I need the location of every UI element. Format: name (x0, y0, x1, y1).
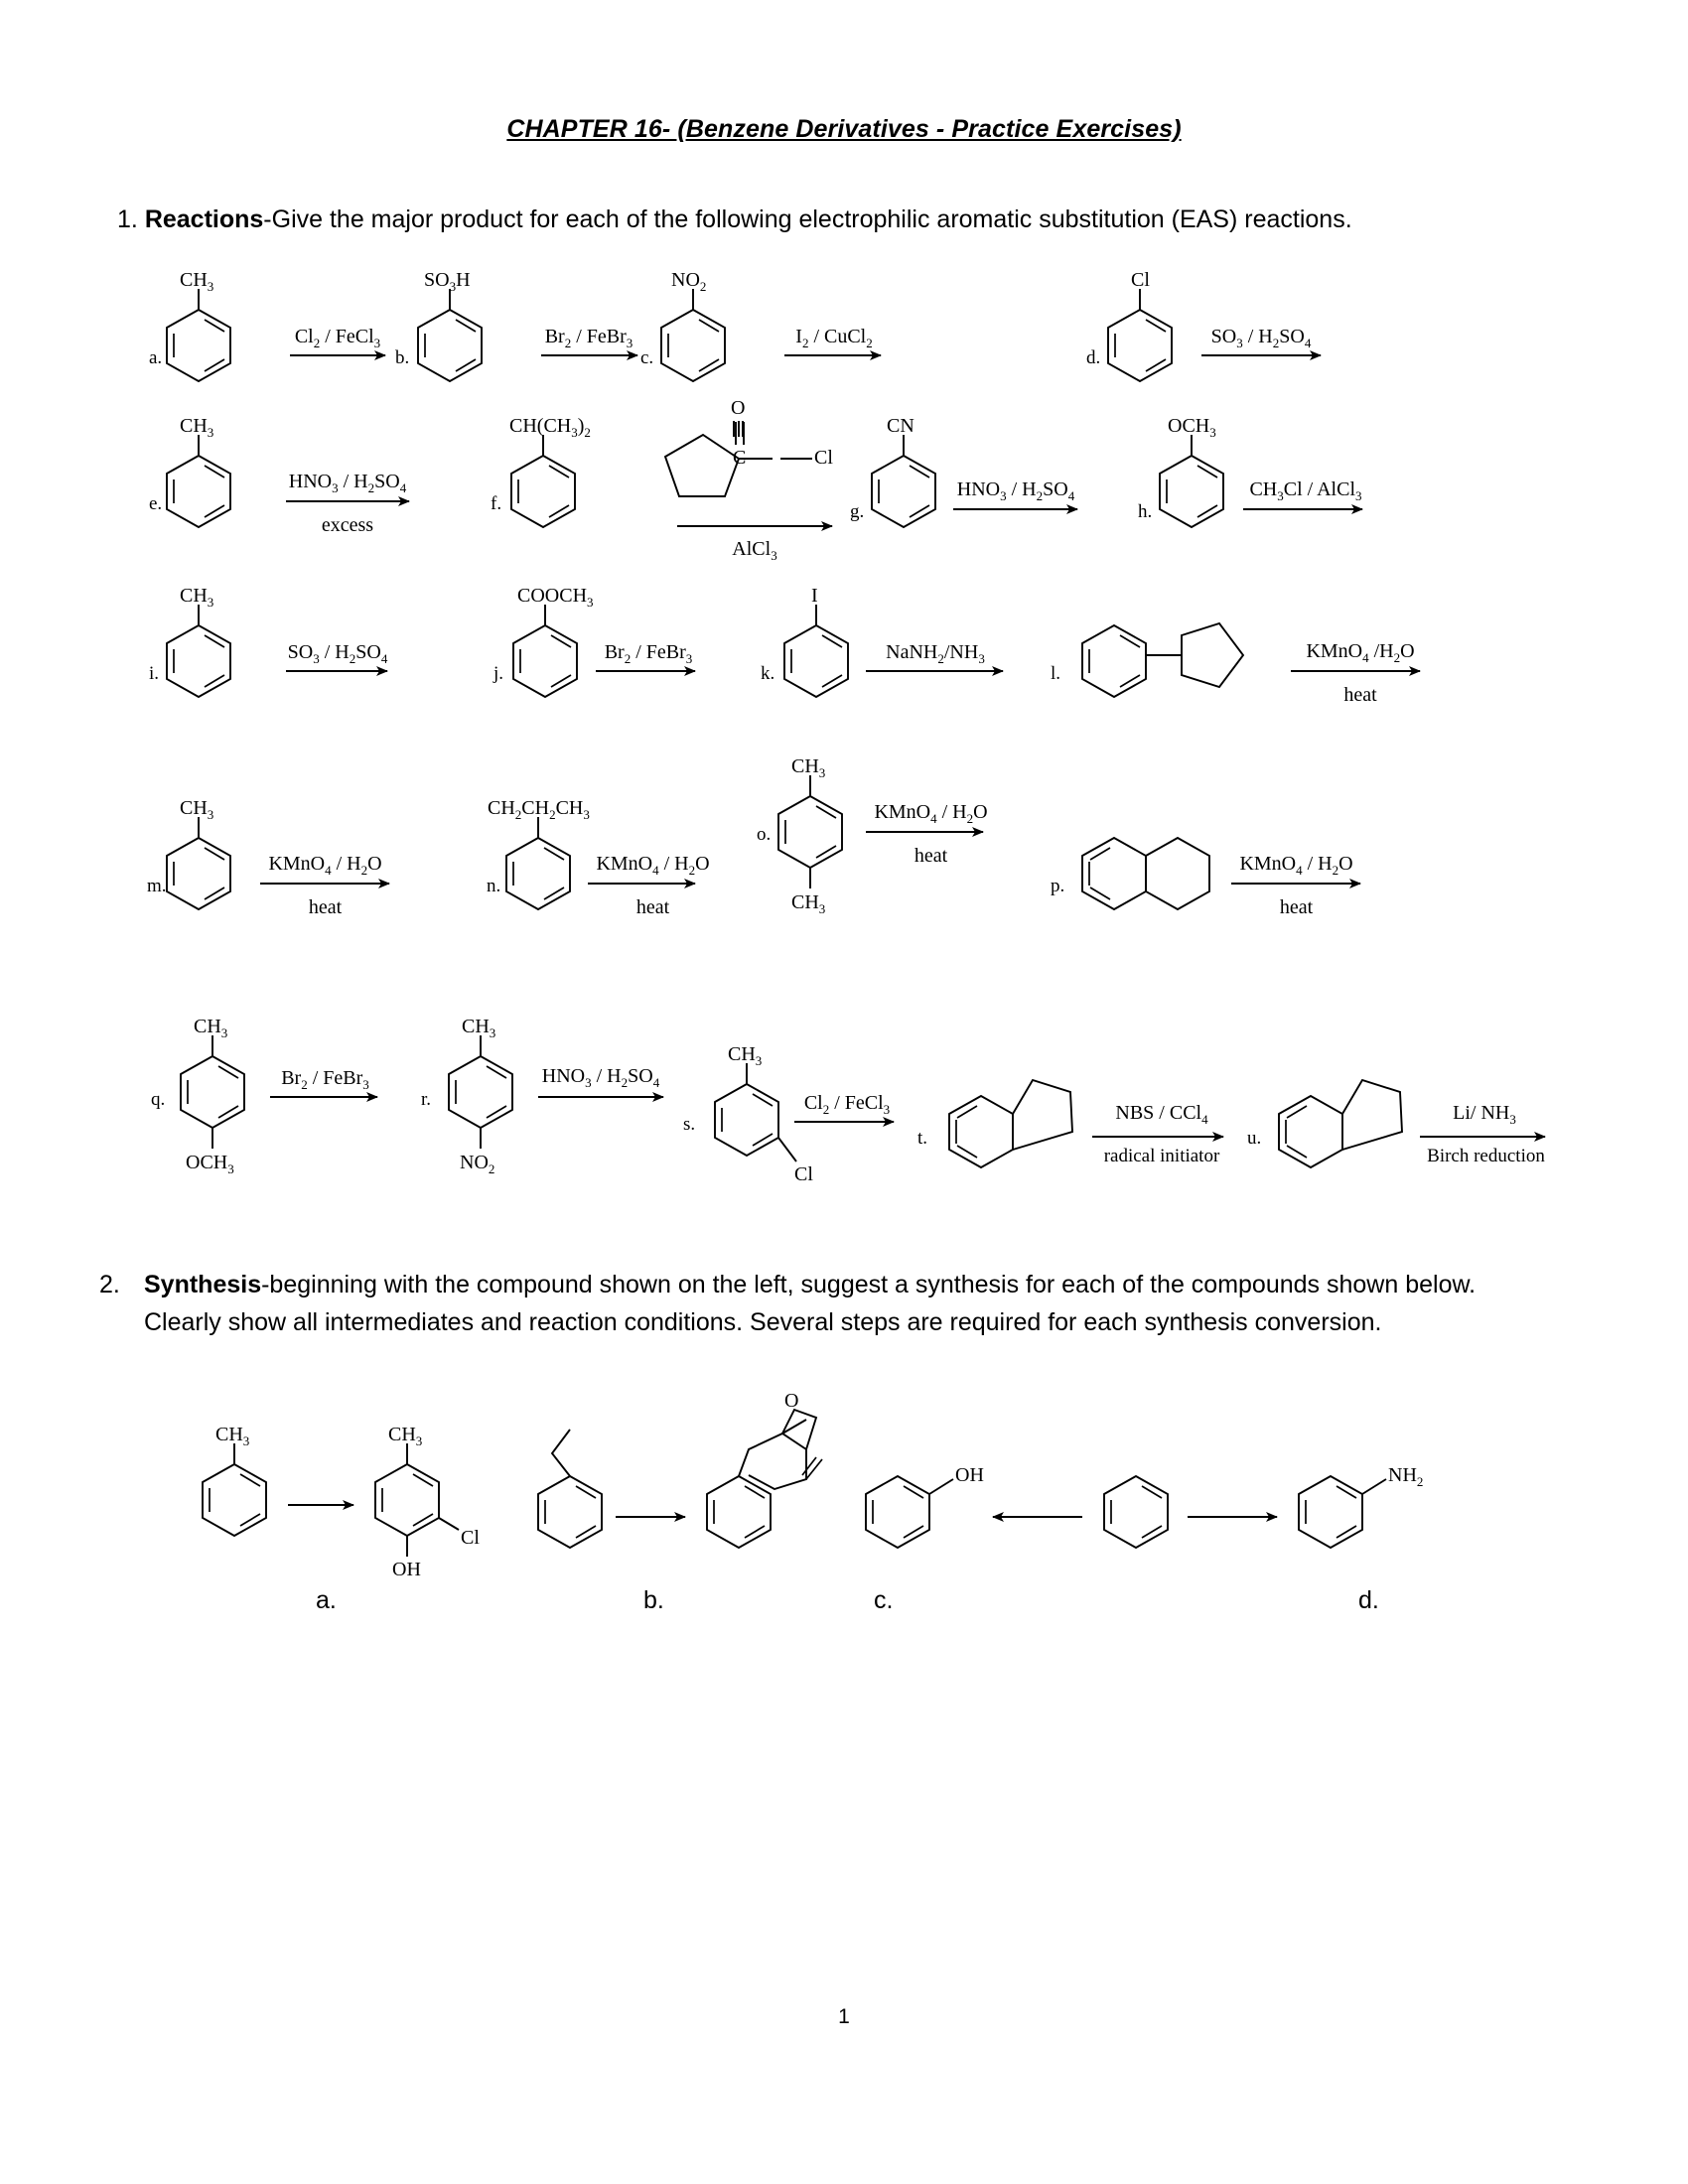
reagent-d: $SO_3 / H_2SO_4$ (1210, 326, 1312, 350)
atom-label-a-ch3: $CH_3$ (180, 269, 214, 294)
atom-label-2a-product-ch3: $CH_3$ (388, 1424, 423, 1448)
reagent-m-bottom: heat (308, 896, 343, 918)
atom-label-j-cooch3: $COOCH_3$ (517, 585, 594, 610)
structure-a-ring (167, 289, 230, 381)
reagent-e-top: $HNO_3 / H_2SO_4$ (288, 471, 407, 495)
atom-label-g-cn: CN (887, 415, 914, 437)
structure-2cd-benzene (1104, 1476, 1168, 1548)
item-label-q: q. (151, 1089, 166, 1110)
section2-heading: Synthesis (144, 1271, 262, 1298)
page-title: CHAPTER 16- (Benzene Derivatives - Practice Exercises) (506, 115, 1182, 143)
structure-c-ring (661, 289, 725, 381)
reagent-j: $Br_2$ / FeBr$_3$ (604, 641, 693, 666)
structure-q-ring (181, 1035, 244, 1149)
reagent-c: $I_2$ / CuCl$_2$ (795, 326, 873, 350)
structure-2a-product (375, 1443, 459, 1557)
item-label-j: j. (493, 663, 504, 684)
reagent-n-bottom: heat (635, 896, 670, 918)
atom-label-r-ch3: $CH_3$ (462, 1016, 496, 1040)
atom-label-2d-nh2: $NH_2$ (1388, 1464, 1424, 1489)
item-label-a: a. (149, 347, 163, 368)
section2-prompt-text: -beginning with the compound shown on the left, suggest a synthesis for each of the compounds shown below. Clearly show all intermediates and reaction conditions. Several steps are required for each synthesis conversion. (144, 1271, 1477, 1336)
structure-p-fused (1082, 838, 1209, 909)
structure-s-ring (715, 1063, 796, 1161)
structure-f-ring (511, 435, 575, 527)
reagent-u-top: Li/ $NH_3$ (1453, 1102, 1516, 1127)
structure-j-ring (513, 605, 577, 697)
reagent-b: $Br_2$ / FeBr$_3$ (544, 326, 633, 350)
atom-label-q-ch3: $CH_3$ (194, 1016, 228, 1040)
atom-label-r-no2: $NO_2$ (460, 1152, 495, 1176)
item-label-m: m. (147, 876, 167, 896)
atom-label-f-o: O (731, 397, 746, 419)
structure-i-ring (167, 605, 230, 697)
atom-label-q-och3: $OCH_3$ (186, 1152, 234, 1176)
structure-2b-start (538, 1430, 602, 1548)
atom-label-s-ch3: $CH_3$ (728, 1043, 763, 1068)
atom-label-i-ch3: $CH_3$ (180, 585, 214, 610)
reagent-g: $HNO_3 / H_2SO_4$ (956, 478, 1075, 503)
reagent-f-bottom: AlCl$_3$ (732, 538, 777, 563)
reagent-e-bottom: excess (321, 514, 374, 536)
item-label-2a: a. (316, 1586, 337, 1614)
reagent-r: $HNO_3 / H_2SO_4$ (541, 1065, 660, 1090)
structure-o-ring (778, 775, 842, 888)
structure-m-ring (167, 817, 230, 909)
reagent-m-top: KMnO$_4$ / $H_2O$ (268, 853, 382, 878)
structure-g-ring (872, 435, 935, 527)
item-label-g: g. (850, 501, 865, 522)
item-label-c: c. (640, 347, 654, 368)
reagent-u-bottom: Birch reduction (1427, 1146, 1545, 1166)
item-label-p: p. (1051, 876, 1065, 896)
reagent-l-top: KMnO$_4$ $/H_2O$ (1306, 640, 1415, 665)
atom-label-e-ch3: $CH_3$ (180, 415, 214, 440)
structure-l-ring (1082, 623, 1243, 697)
reagent-o-bottom: heat (914, 845, 948, 867)
atom-label-b-so3h: $SO_3H$ (424, 269, 471, 294)
reagent-h: $CH_3Cl$ / AlCl$_3$ (1249, 478, 1362, 503)
item-label-f: f. (491, 493, 502, 514)
atom-label-f-cl: Cl (814, 447, 833, 469)
reagent-q: $Br_2$ / FeBr$_3$ (281, 1067, 369, 1092)
item-label-e: e. (149, 493, 163, 514)
item-label-b: b. (395, 347, 410, 368)
reagent-o-top: KMnO$_4$ / $H_2O$ (874, 801, 988, 826)
item-label-2d: d. (1358, 1586, 1379, 1614)
section2-prompt (99, 1266, 1554, 1341)
reagent-t-top: NBS / CCl$_4$ (1115, 1102, 1208, 1127)
item-label-h: h. (1138, 501, 1153, 522)
structure-2c-product (866, 1476, 953, 1548)
reagent-l-bottom: heat (1343, 684, 1377, 706)
item-label-r: r. (421, 1089, 432, 1110)
atom-label-2b-product-o: O (784, 1390, 799, 1412)
structure-e-ring (167, 435, 230, 527)
item-label-s: s. (683, 1114, 696, 1135)
structure-2d-product (1299, 1476, 1386, 1548)
atom-label-n-propyl: $CH_2CH_2CH_3$ (488, 797, 590, 822)
item-label-i: i. (149, 663, 160, 684)
structure-d-ring (1108, 289, 1172, 381)
structure-n-ring (506, 817, 570, 909)
atom-label-o-ch3-top: $CH_3$ (791, 755, 826, 780)
atom-label-m-ch3: $CH_3$ (180, 797, 214, 822)
atom-label-s-cl: Cl (794, 1163, 813, 1185)
item-label-2c: c. (874, 1586, 894, 1614)
section1-number: 1. (117, 205, 138, 233)
section1-prompt-text: -Give the major product for each of the following electrophilic aromatic substitution (EAS) reactions. (263, 205, 1352, 233)
structure-2b-product (707, 1410, 822, 1548)
section2-number: 2. (99, 1271, 120, 1298)
reagent-p-top: KMnO$_4$ / $H_2O$ (1239, 853, 1353, 878)
reagent-n-top: KMnO$_4$ / $H_2O$ (596, 853, 710, 878)
reagent-a: $Cl_2$ / FeCl$_3$ (294, 326, 381, 350)
atom-label-f-chch32: $CH(CH_3)_2$ (509, 415, 591, 440)
page-number: 1 (838, 2005, 850, 2028)
section1-heading: Reactions (144, 205, 264, 233)
structure-2a-start (203, 1443, 266, 1536)
item-label-n: n. (487, 876, 501, 896)
reagent-p-bottom: heat (1279, 896, 1314, 918)
atom-label-o-ch3-bottom: $CH_3$ (791, 891, 826, 916)
atom-label-c-no2: $NO_2$ (671, 269, 707, 294)
item-label-2b: b. (643, 1586, 664, 1614)
structure-h-ring (1160, 435, 1223, 527)
structure-b-ring (418, 289, 482, 381)
item-label-t: t. (917, 1128, 928, 1149)
reagent-k: $NaNH_2/NH_3$ (886, 641, 985, 666)
reagent-s: $Cl_2$ / FeCl$_3$ (803, 1092, 891, 1117)
atom-label-f-c: C (733, 447, 747, 469)
item-label-l: l. (1051, 663, 1061, 684)
item-label-u: u. (1247, 1128, 1262, 1149)
structure-k-ring (784, 605, 848, 697)
atom-label-2a-product-cl: Cl (461, 1527, 480, 1549)
atom-label-d-cl: Cl (1131, 269, 1150, 291)
reagent-i: $SO_3 / H_2SO_4$ (287, 641, 388, 666)
atom-label-2a-start-ch3: $CH_3$ (215, 1424, 250, 1448)
item-label-o: o. (757, 824, 772, 845)
atom-label-2a-product-oh: OH (392, 1559, 421, 1580)
structure-r-ring (449, 1035, 512, 1149)
atom-label-h-och3: $OCH_3$ (1168, 415, 1216, 440)
atom-label-k-i: I (811, 585, 818, 607)
structure-t-fused (949, 1080, 1072, 1167)
item-label-d: d. (1086, 347, 1101, 368)
reagent-t-bottom: radical initiator (1103, 1146, 1220, 1166)
structure-u-fused (1279, 1080, 1402, 1167)
item-label-k: k. (761, 663, 775, 684)
atom-label-2c-oh: OH (955, 1464, 984, 1486)
